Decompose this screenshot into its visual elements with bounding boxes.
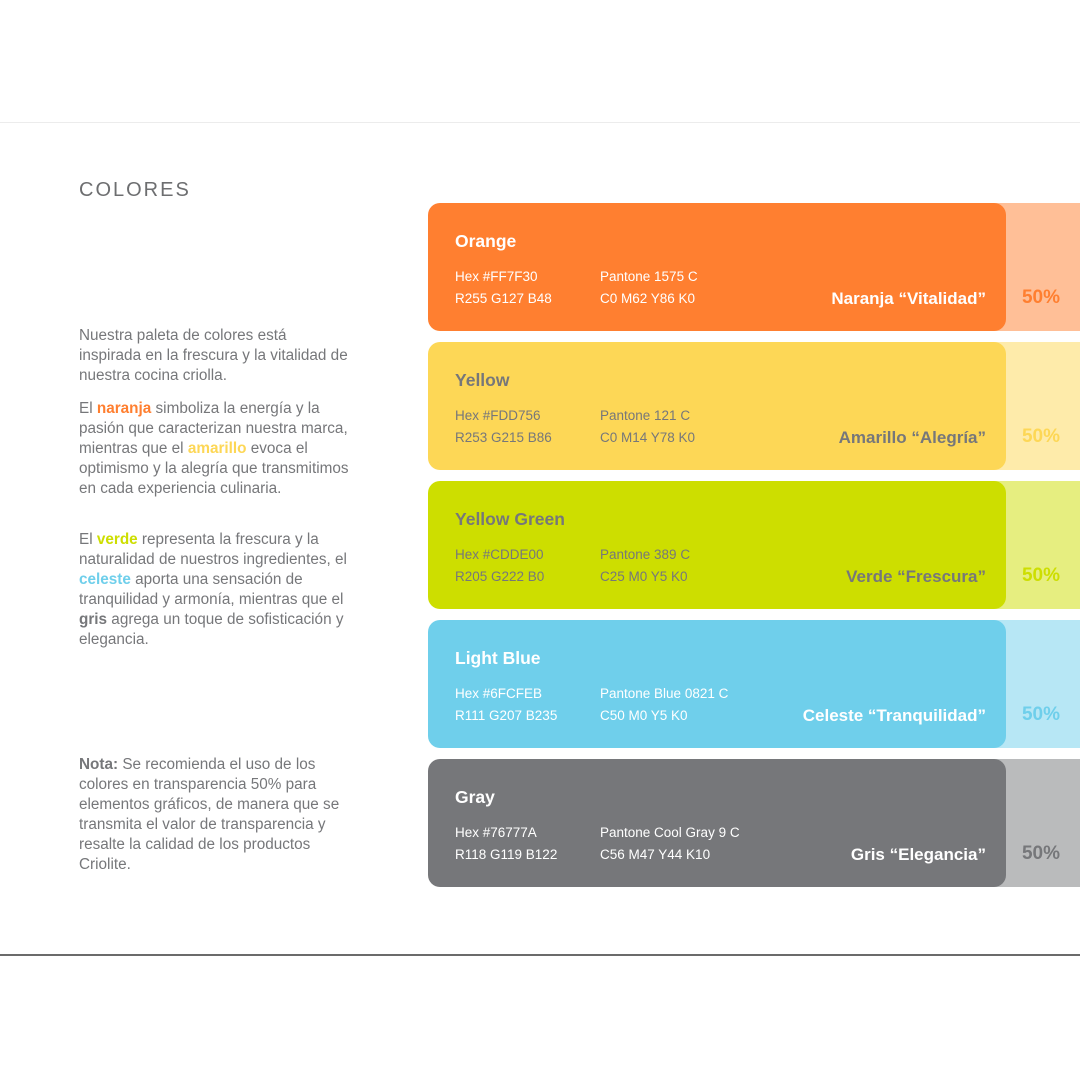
swatch-cmyk: C50 M0 Y5 K0 [600,708,688,723]
swatch-pantone: Pantone 121 C [600,408,691,423]
swatch-main [428,620,1006,748]
keyword-naranja: naranja [96,400,152,417]
swatch-cmyk: C0 M62 Y86 K0 [600,291,696,306]
page-title: COLORES [79,179,191,201]
swatch-rgb: R118 G119 B122 [455,847,558,862]
swatch-main [428,203,1006,331]
text-segment: El [79,400,97,417]
tint-label: 50% [1021,843,1060,864]
swatch-cmyk: C56 M47 Y44 K10 [600,847,711,862]
swatch-row [428,620,1080,748]
note-paragraph [79,755,359,875]
swatch-rgb: R253 G215 B86 [455,430,552,445]
swatch-spanish-name: Naranja “Vitalidad” [831,289,986,308]
swatch-row [428,342,1080,470]
swatch-row [428,759,1080,887]
swatch-spanish-name: Celeste “Tranquilidad” [802,706,986,725]
text-segment: agrega un toque de sofisticación y elegancia. [79,611,344,648]
keyword-celeste: celeste [79,571,131,588]
tint-label: 50% [1021,426,1060,447]
swatch-name: Yellow [455,370,510,390]
swatch-cmyk: C25 M0 Y5 K0 [600,569,688,584]
swatch-name: Yellow Green [455,509,565,529]
intro-paragraph-3 [79,530,351,650]
intro-paragraph-1 [79,326,351,386]
color-palette-page [0,122,1080,956]
swatch-pantone: Pantone Blue 0821 C [600,686,729,701]
tint-label: 50% [1021,704,1060,725]
swatch-cmyk: C0 M14 Y78 K0 [600,430,696,445]
swatch-rgb: R205 G222 B0 [455,569,545,584]
keyword-gris: gris [79,611,108,628]
swatch-hex: Hex #CDDE00 [455,547,544,562]
swatch-hex: Hex #FF7F30 [455,269,538,284]
intro-text: Nuestra paleta de colores está inspirada en la frescura y la vitalidad de nuestra cocina criolla. [79,327,348,384]
swatch-rgb: R255 G127 B48 [455,291,552,306]
note-label: Nota: [79,756,119,773]
keyword-amarillo: amarillo [187,440,247,457]
text-segment: aporta una sensación de tranquilidad y armonía, mientras que el [79,571,344,608]
swatch-pantone: Pantone 1575 C [600,269,698,284]
text-segment: representa la frescura y la naturalidad de nuestros ingredientes, el [79,531,347,568]
swatch-spanish-name: Gris “Elegancia” [850,845,986,864]
text-segment: El [79,531,97,548]
tint-label: 50% [1021,565,1060,586]
keyword-verde: verde [96,531,138,548]
swatch-spanish-name: Verde “Frescura” [846,567,986,586]
swatch-hex: Hex #FDD756 [455,408,541,423]
swatch-row [428,481,1080,609]
intro-paragraph-2 [79,399,351,499]
swatch-spanish-name: Amarillo “Alegría” [838,428,986,447]
note-text: Se recomienda el uso de los colores en transparencia 50% para elementos gráficos, de manera que se transmita el valor de transparencia y resalte la calidad de los productos Criolite. [79,756,340,873]
text-segment: simboliza la energía y la pasión que caracterizan nuestra marca, mientras que el [79,400,348,457]
swatch-rgb: R111 G207 B235 [455,708,558,723]
swatch-hex: Hex #6FCFEB [455,686,543,701]
swatch-main [428,481,1006,609]
swatch-name: Gray [455,787,495,807]
text-segment: evoca el optimismo y la alegría que transmitimos en cada experiencia culinaria. [79,440,349,497]
swatch-row [428,203,1080,331]
swatch-main [428,342,1006,470]
swatch-pantone: Pantone 389 C [600,547,691,562]
swatch-main [428,759,1006,887]
swatch-hex: Hex #76777A [455,825,537,840]
swatch-name: Orange [455,231,517,251]
swatch-pantone: Pantone Cool Gray 9 C [600,825,740,840]
swatch-name: Light Blue [455,648,541,668]
tint-label: 50% [1021,287,1060,308]
